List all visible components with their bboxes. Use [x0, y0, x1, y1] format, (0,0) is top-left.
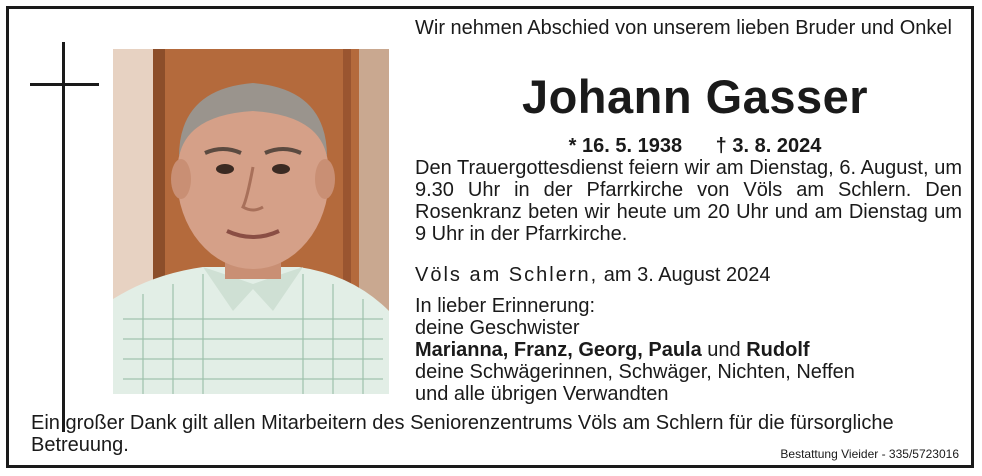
service-text: Den Trauergottesdienst feiern wir am Dienstag, 6. August, um 9.30 Uhr in der Pfarrkirche von Völs am Schlern. Den Rosenkranz beten wir heute um 20 Uhr und am Dienstag um 9 Uhr in der Pfarrkirche.	[415, 157, 962, 245]
birth-date: * 16. 5. 1938	[568, 135, 683, 157]
place-date-text: am 3. August 2024	[598, 264, 771, 286]
cross-icon-horizontal	[30, 83, 99, 86]
siblings-conj: und	[701, 339, 747, 361]
cross-icon-vertical	[62, 42, 65, 432]
siblings-label: deine Geschwister	[415, 317, 580, 339]
siblings-line	[415, 339, 955, 361]
intro-text: Wir nehmen Abschied von unserem lieben Bruder und Onkel	[415, 17, 952, 39]
thanks-text: Ein großer Dank gilt allen Mitarbeitern des Seniorenzentrums Völs am Schlern für die fürsorgliche Betreuung.	[31, 412, 894, 456]
life-dates	[415, 133, 975, 159]
undertaker-contact: Bestattung Vieider - 335/5723016	[780, 447, 959, 461]
family-section	[415, 295, 955, 405]
others-line: und alle übrigen Verwandten	[415, 383, 669, 405]
sibling-last: Rudolf	[746, 339, 810, 361]
death-date: † 3. 8. 2024	[715, 135, 822, 157]
family-heading: In lieber Erinnerung:	[415, 295, 596, 317]
siblings-names: Marianna, Franz, Georg, Paula	[415, 339, 702, 361]
place-date	[415, 263, 955, 287]
obituary-card	[6, 6, 974, 468]
place-name: Völs am Schlern,	[415, 264, 599, 286]
portrait-photo	[113, 49, 389, 394]
deceased-name: Johann Gasser	[521, 70, 869, 123]
in-laws-line: deine Schwägerinnen, Schwäger, Nichten, Neffen	[415, 361, 855, 383]
